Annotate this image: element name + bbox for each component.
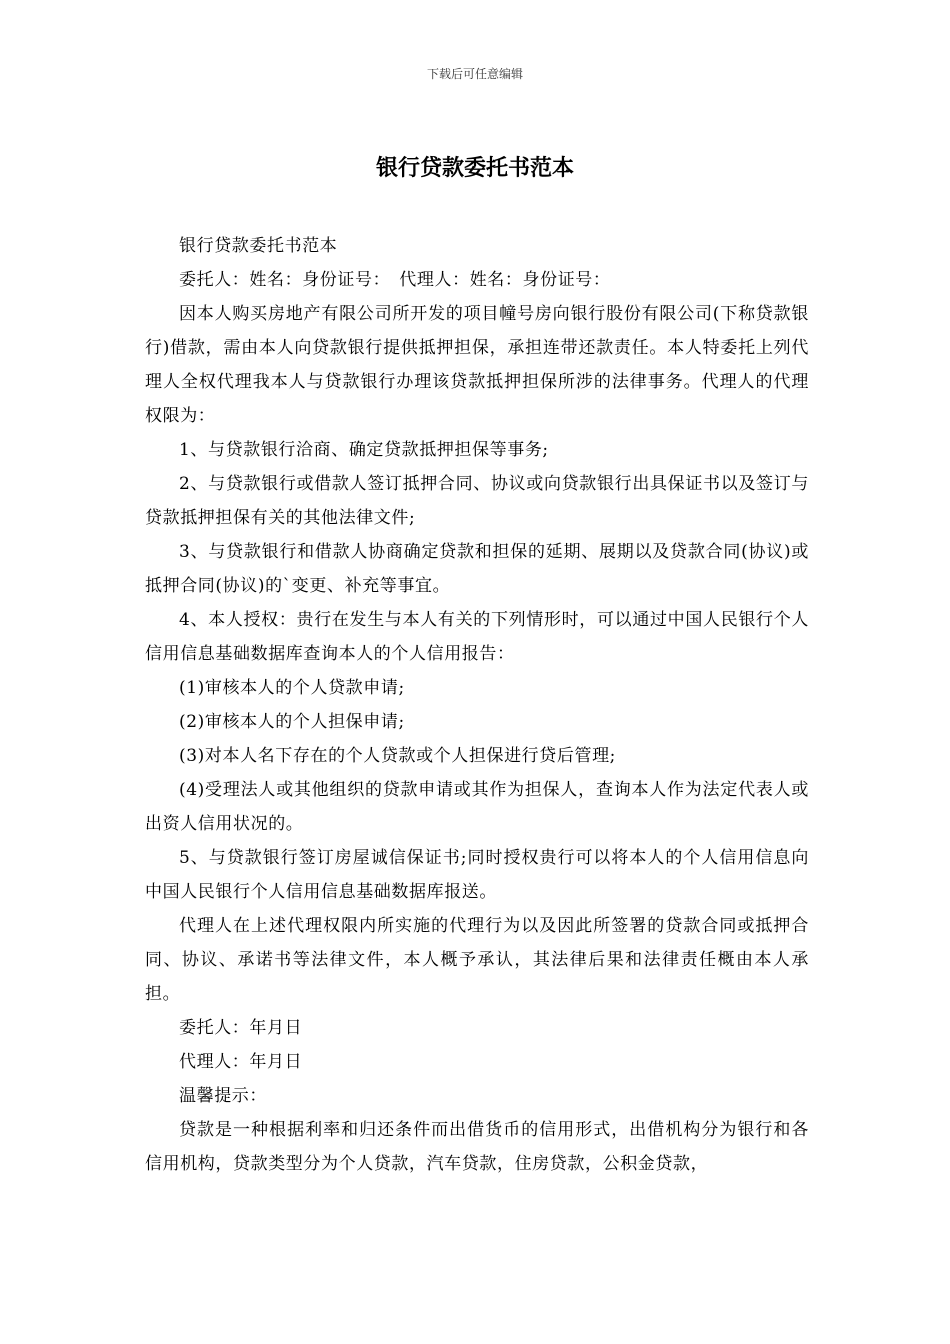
tips-heading: 温馨提示：: [179, 1086, 267, 1106]
paragraph-item-5: 5、与贷款银行签订房屋诚信保证书;同时授权贵行可以将本人的个人信用信息向中国人民银行个人信用信息基础数据库报送。: [145, 848, 809, 902]
header-note: 下载后可任意编辑: [426, 67, 523, 81]
paragraph-subitem-4: (4)受理法人或其他组织的贷款申请或其作为担保人，查询本人作为法定代表人或出资人信用状况的。: [145, 780, 809, 834]
document-body: [145, 229, 809, 1181]
paragraph-parties: 委托人：姓名：身份证号： 代理人：姓名：身份证号：: [179, 270, 611, 290]
paragraph-subitem-2: (2)审核本人的个人担保申请;: [179, 712, 405, 732]
paragraph-subitem-1: (1)审核本人的个人贷款申请;: [179, 678, 405, 698]
paragraph-tips: 贷款是一种根据利率和归还条件而出借货币的信用形式，出借机构分为银行和各信用机构，贷款类型分为个人贷款，汽车贷款，住房贷款，公积金贷款，: [145, 1120, 809, 1174]
paragraph-purpose: 因本人购买房地产有限公司所开发的项目幢号房向银行股份有限公司(下称贷款银行)借款，需由本人向贷款银行提供抵押担保，承担连带还款责任。本人特委托上列代理人全权代理我本人与贷款银行办理该贷款抵押担保所涉的法律事务。代理人的代理权限为：: [145, 304, 809, 426]
paragraph-subtitle: 银行贷款委托书范本: [179, 236, 338, 256]
paragraph-subitem-3: (3)对本人名下存在的个人贷款或个人担保进行贷后管理;: [179, 746, 617, 766]
signature-agent: 代理人：年月日: [179, 1052, 303, 1072]
paragraph-item-4: 4、本人授权：贵行在发生与本人有关的下列情形时，可以通过中国人民银行个人信用信息基础数据库查询本人的个人信用报告：: [145, 610, 809, 664]
paragraph-item-3: 3、与贷款银行和借款人协商确定贷款和担保的延期、展期以及贷款合同(协议)或抵押合同(协议)的`变更、补充等事宜。: [145, 542, 809, 596]
document-title: 银行贷款委托书范本: [375, 155, 574, 181]
paragraph-item-2: 2、与贷款银行或借款人签订抵押合同、协议或向贷款银行出具保证书以及签订与贷款抵押担保有关的其他法律文件;: [145, 474, 809, 528]
paragraph-ratification: 代理人在上述代理权限内所实施的代理行为以及因此所签署的贷款合同或抵押合同、协议、承诺书等法律文件，本人概予承认，其法律后果和法律责任概由本人承担。: [145, 916, 809, 1004]
paragraph-item-1: 1、与贷款银行洽商、确定贷款抵押担保等事务;: [179, 440, 549, 460]
signature-principal: 委托人：年月日: [179, 1018, 303, 1038]
